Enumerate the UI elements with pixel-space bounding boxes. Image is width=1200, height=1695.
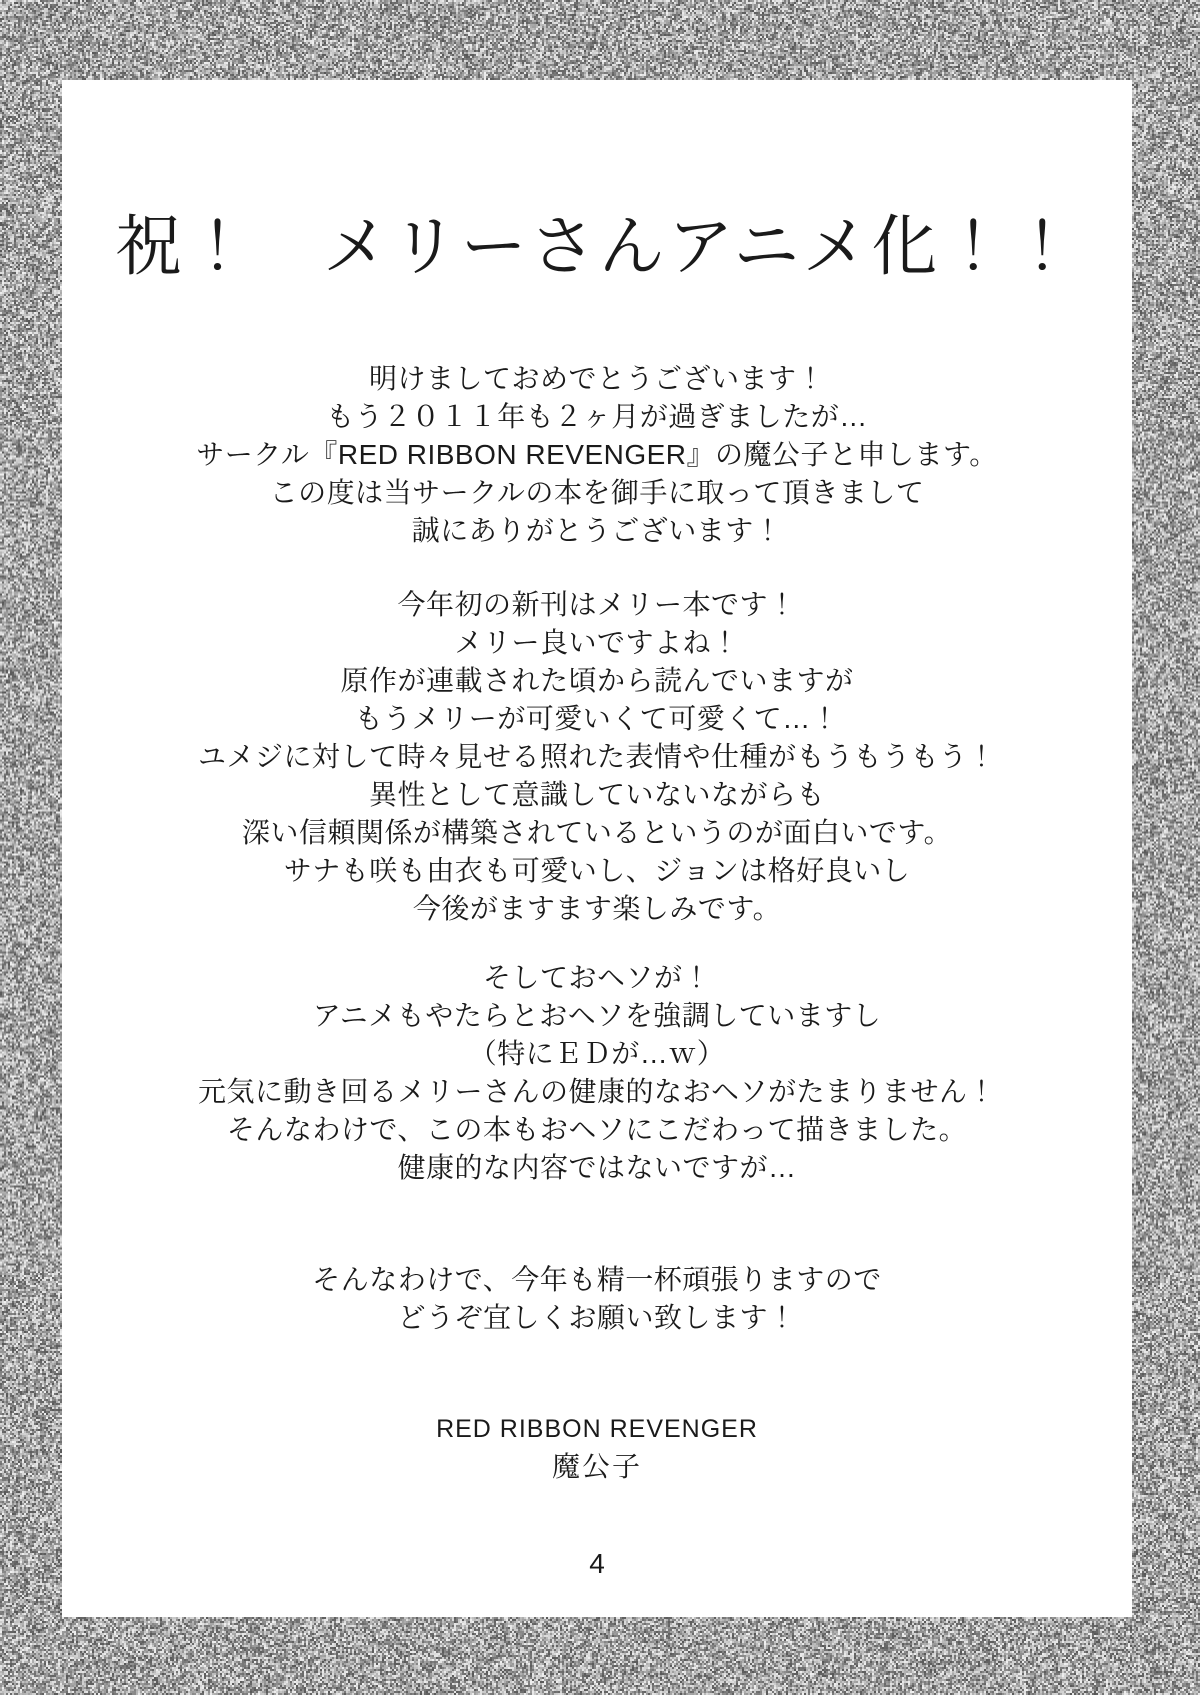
text-line: どうぞ宜しくお願い致します！ xyxy=(397,1302,797,1333)
text-line: 健康的な内容ではないですが… xyxy=(397,1152,797,1183)
text-line: メリー良いですよね！ xyxy=(454,627,740,658)
text-line: この度は当サークルの本を御手に取って頂きまして xyxy=(269,477,925,508)
signature-block xyxy=(62,1411,1132,1485)
text-line: 深い信頼関係が構築されているというのが面白いです。 xyxy=(241,817,953,848)
text-line: ユメジに対して時々見せる照れた表情や仕種がもうもうもう！ xyxy=(197,741,996,772)
text-line: 今後がますます楽しみです。 xyxy=(412,893,782,924)
paragraph-closing xyxy=(62,1261,1132,1337)
text-line: そんなわけで、今年も精一杯頑張りますので xyxy=(312,1264,882,1295)
text-line: 明けましておめでとうございます！ xyxy=(368,363,825,394)
text-line: 原作が連載された頃から読んでいますが xyxy=(340,665,854,696)
author-name: 魔公子 xyxy=(551,1451,642,1482)
paragraph-greeting xyxy=(62,360,1132,550)
text-line: 今年初の新刊はメリー本です！ xyxy=(397,589,797,620)
paragraph-about-merry xyxy=(62,586,1132,928)
text-line: 元気に動き回るメリーさんの健康的なおヘソがたまりません！ xyxy=(197,1076,996,1107)
text-line: （特にＥＤが…ｗ） xyxy=(468,1038,726,1069)
text-line: サークル『RED RIBBON REVENGER』の魔公子と申します。 xyxy=(196,439,998,470)
text-line: アニメもやたらとおヘソを強調していますし xyxy=(312,1000,882,1031)
circle-name: RED RIBBON REVENGER xyxy=(436,1415,758,1443)
page-number: 4 xyxy=(589,1548,605,1579)
text-line: そんなわけで、この本もおヘソにこだわって描きました。 xyxy=(226,1114,968,1145)
text-line: 異性として意識していないながらも xyxy=(368,779,825,810)
text-line: もうメリーが可愛いくて可愛くて…！ xyxy=(354,703,840,734)
text-line: サナも咲も由衣も可愛いし、ジョンは格好良いし xyxy=(283,855,911,886)
paragraph-about-navel xyxy=(62,959,1132,1187)
page-title: 祝！ メリーさんアニメ化！！ xyxy=(115,209,1079,283)
text-line: 誠にありがとうございます！ xyxy=(411,515,783,546)
text-line: もう２０１１年も２ヶ月が過ぎましたが… xyxy=(326,401,868,432)
paper-sheet xyxy=(62,80,1132,1617)
text-line: そしておヘソが！ xyxy=(482,962,711,993)
